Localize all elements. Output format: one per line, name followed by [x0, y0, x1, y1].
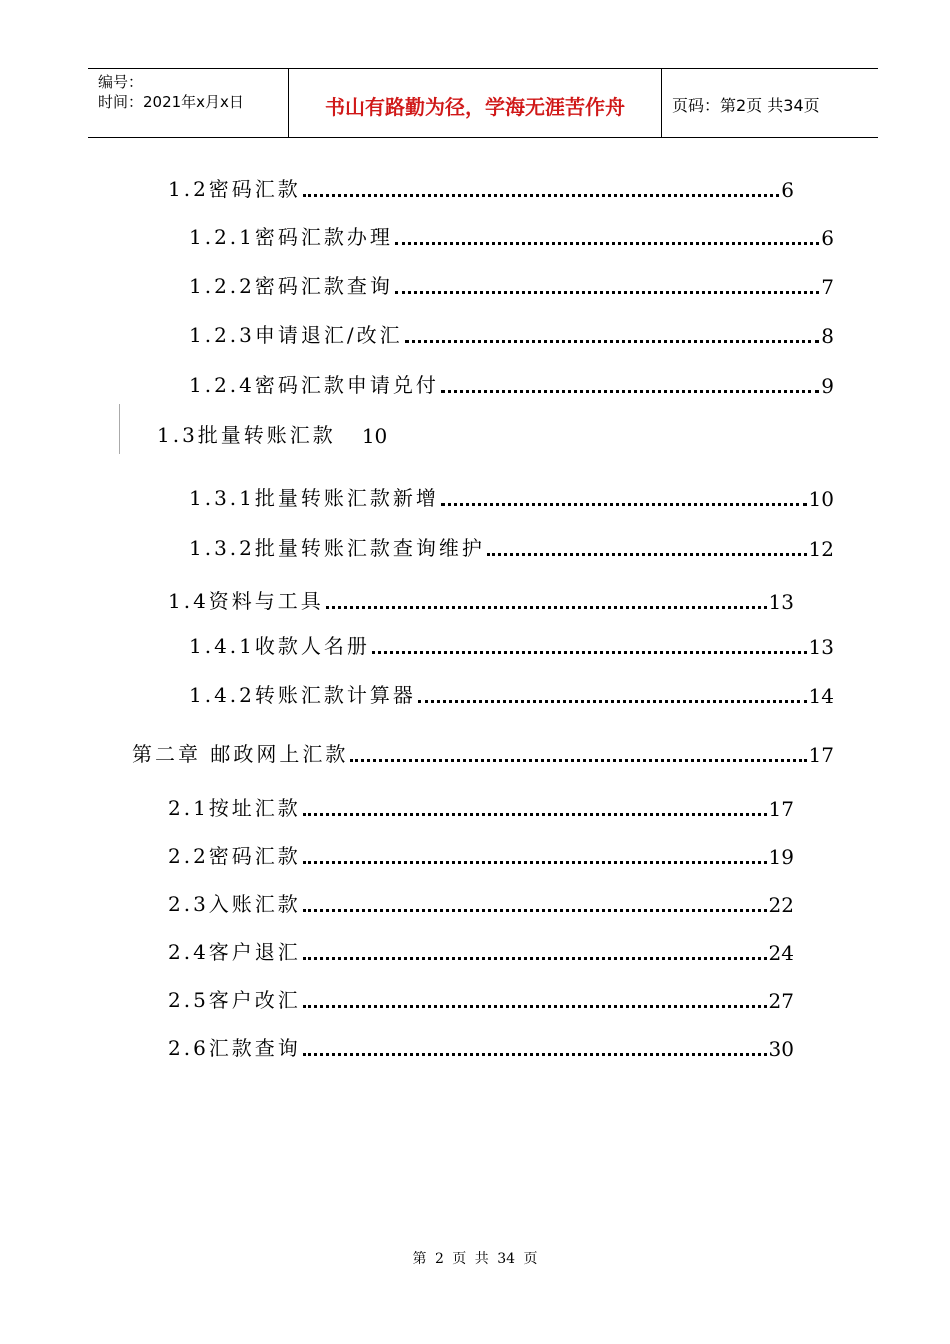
toc-leader-dots — [441, 384, 819, 393]
header-motto: 书山有路勤为径，学海无涯苦作舟 — [325, 95, 625, 119]
toc-entry-2-3[interactable] — [168, 887, 794, 917]
toc-leader-dots — [441, 497, 807, 506]
toc-entry-title: 2.2密码汇款 — [168, 844, 301, 868]
toc-entry-1-3-1[interactable] — [189, 481, 834, 511]
toc-entry-chapter-2[interactable] — [132, 737, 834, 767]
toc-entry-1-2-3[interactable] — [189, 318, 834, 348]
toc-entry-1-2[interactable] — [168, 172, 794, 202]
toc-entry-title: 1.2.4密码汇款申请兑付 — [189, 373, 439, 397]
toc-leader-dots — [303, 807, 767, 816]
toc-entry-page: 10 — [361, 424, 388, 448]
toc-entry-1-4-1[interactable] — [189, 629, 834, 659]
toc-entry-title: 2.1按址汇款 — [168, 796, 301, 820]
toc-entry-title: 2.5客户改汇 — [168, 988, 301, 1012]
toc-entry-page: 6 — [821, 226, 834, 250]
toc-entry-page: 24 — [768, 941, 794, 965]
toc-entry-1-3-2[interactable] — [189, 531, 834, 561]
toc-entry-page: 12 — [808, 537, 834, 561]
toc-leader-dots — [350, 753, 806, 762]
header-motto-cell — [289, 69, 662, 137]
section-marker-bar — [119, 404, 120, 454]
toc-leader-dots — [303, 855, 767, 864]
toc-entry-2-6[interactable] — [168, 1031, 794, 1061]
toc-entry-1-3[interactable] — [157, 418, 387, 448]
page-header — [88, 68, 878, 138]
toc-leader-dots — [372, 645, 807, 654]
toc-entry-page: 14 — [808, 684, 834, 708]
toc-entry-2-1[interactable] — [168, 791, 794, 821]
page-footer: 第 2 页 共 34 页 — [412, 1251, 538, 1267]
toc-leader-dots — [418, 694, 807, 703]
toc-entry-page: 13 — [768, 590, 794, 614]
toc-entry-page: 19 — [768, 845, 794, 869]
toc-entry-page: 17 — [808, 743, 834, 767]
toc-entry-title: 1.4.2转账汇款计算器 — [189, 683, 416, 707]
toc-entry-page: 9 — [821, 374, 834, 398]
header-page-cell — [662, 69, 878, 137]
toc-entry-page: 22 — [768, 893, 794, 917]
toc-leader-dots — [405, 334, 820, 343]
toc-entry-title: 1.2.1密码汇款办理 — [189, 225, 393, 249]
toc-entry-page: 27 — [768, 989, 794, 1013]
toc-entry-page: 7 — [821, 275, 834, 299]
toc-entry-2-5[interactable] — [168, 983, 794, 1013]
toc-entry-title: 1.3批量转账汇款 — [157, 423, 336, 447]
toc-leader-dots — [303, 999, 767, 1008]
toc-entry-title: 2.6汇款查询 — [168, 1036, 301, 1060]
toc-entry-page: 17 — [768, 797, 794, 821]
toc-entry-title: 1.4.1收款人名册 — [189, 634, 370, 658]
toc-leader-dots — [326, 600, 767, 609]
toc-entry-title: 1.2.3申请退汇/改汇 — [189, 323, 403, 347]
toc-entry-1-4[interactable] — [168, 584, 794, 614]
toc-entry-page: 6 — [781, 178, 794, 202]
document-time-label: 时间：2021年x月x日 — [98, 93, 244, 111]
toc-leader-dots — [395, 285, 819, 294]
toc-entry-page: 10 — [808, 487, 834, 511]
toc-entry-page: 8 — [821, 324, 834, 348]
toc-leader-dots — [303, 1047, 767, 1056]
document-number-label: 编号： — [98, 73, 144, 91]
toc-entry-title: 1.4资料与工具 — [168, 589, 324, 613]
toc-entry-1-2-4[interactable] — [189, 368, 834, 398]
toc-leader-dots — [395, 236, 819, 245]
toc-leader-dots — [487, 547, 807, 556]
toc-entry-2-2[interactable] — [168, 839, 794, 869]
toc-entry-title: 2.4客户退汇 — [168, 940, 301, 964]
toc-leader-dots — [303, 188, 779, 197]
toc-entry-title: 2.3入账汇款 — [168, 892, 301, 916]
toc-entry-page: 30 — [768, 1037, 794, 1061]
toc-entry-1-2-1[interactable] — [189, 220, 834, 250]
toc-leader-dots — [303, 951, 767, 960]
toc-entry-title: 1.3.2批量转账汇款查询维护 — [189, 536, 485, 560]
toc-entry-title: 1.3.1批量转账汇款新增 — [189, 486, 439, 510]
header-info-cell — [88, 69, 289, 137]
toc-entry-page: 13 — [808, 635, 834, 659]
toc-entry-1-2-2[interactable] — [189, 269, 834, 299]
toc-entry-title: 1.2密码汇款 — [168, 177, 301, 201]
toc-entry-title: 1.2.2密码汇款查询 — [189, 274, 393, 298]
header-page-code: 页码：第2页 共34页 — [672, 96, 820, 115]
toc-leader-dots — [303, 903, 767, 912]
toc-entry-title: 第二章 邮政网上汇款 — [132, 742, 349, 766]
toc-entry-1-4-2[interactable] — [189, 678, 834, 708]
toc-entry-2-4[interactable] — [168, 935, 794, 965]
